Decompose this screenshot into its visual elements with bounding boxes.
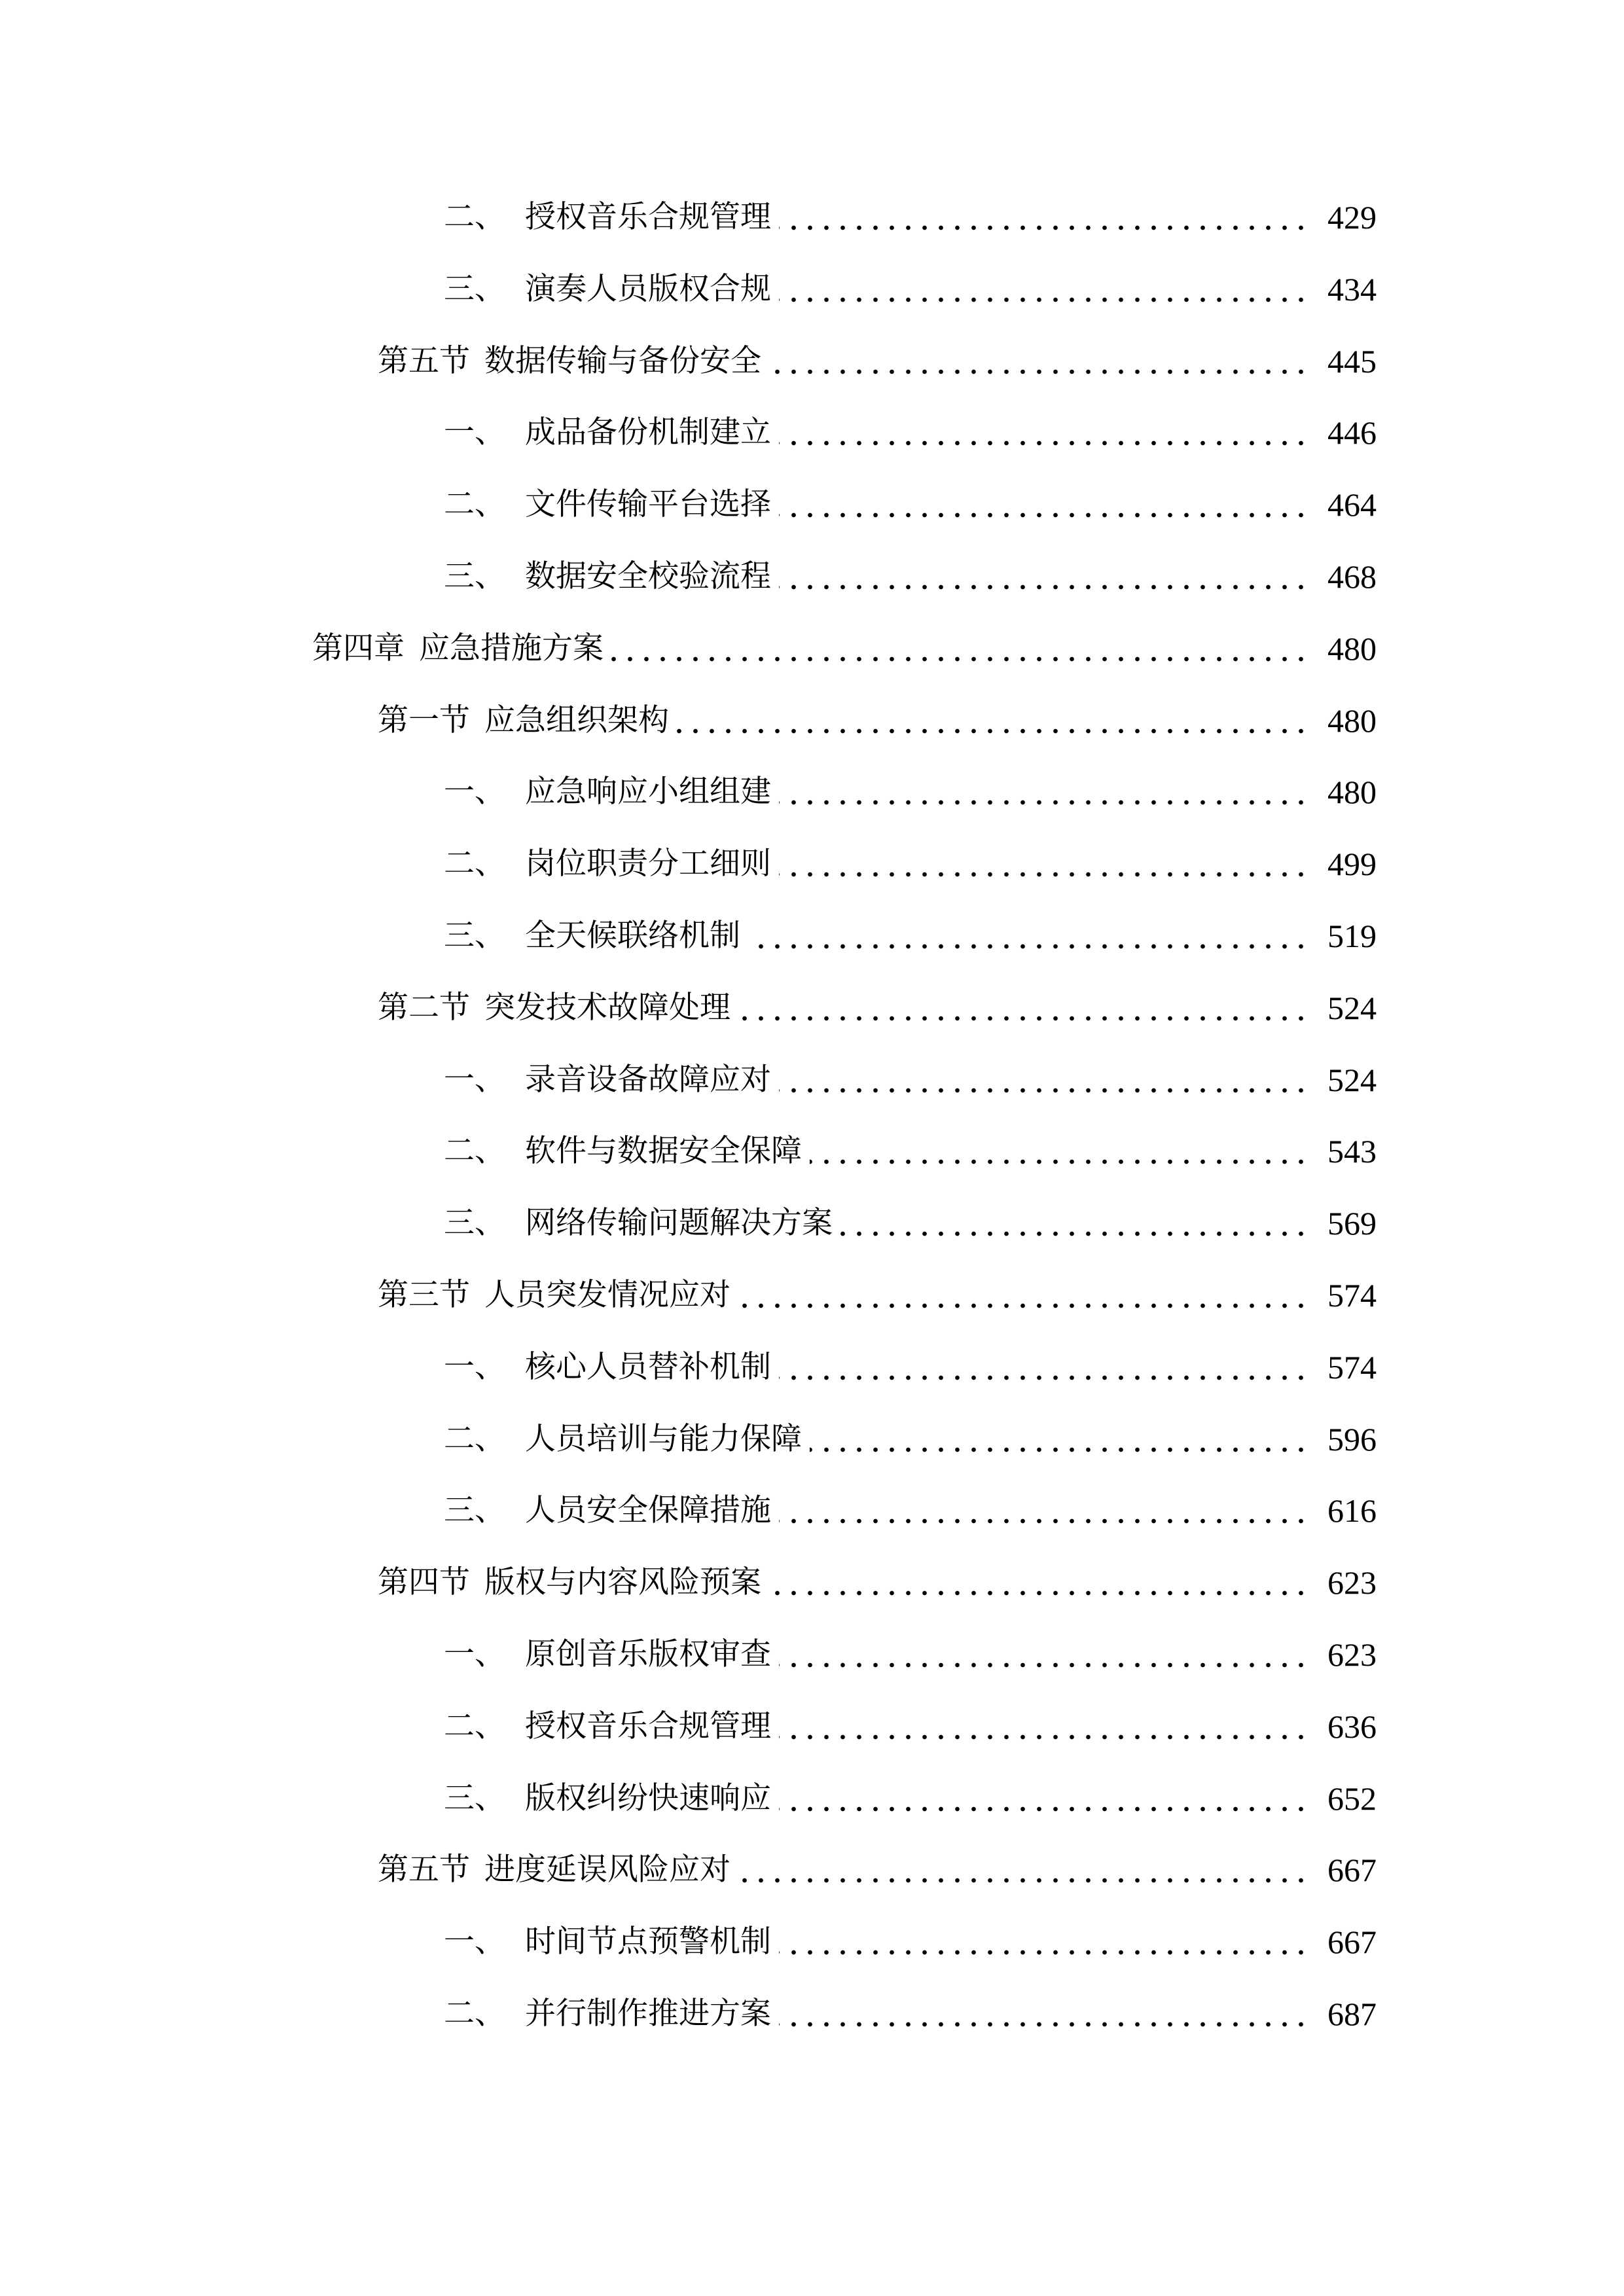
toc-entry-level-3[interactable] <box>0 1489 1624 1532</box>
toc-entry-level-3[interactable] <box>0 1920 1624 1964</box>
dot-leader <box>810 1130 1309 1173</box>
toc-entry-title: 版权与内容风险预案 <box>484 1564 761 1601</box>
dot-leader <box>769 340 1309 383</box>
toc-entry-page-number: 480 <box>1327 630 1377 667</box>
toc-entry-number: 一、 <box>444 774 505 810</box>
toc-entry-number: 二、 <box>444 486 505 523</box>
toc-entry-label <box>444 1489 771 1532</box>
toc-entry-level-2[interactable] <box>0 1274 1624 1317</box>
toc-entry-label <box>444 1346 771 1389</box>
toc-entry-title: 文件传输平台选择 <box>525 486 771 523</box>
dot-leader <box>779 483 1309 526</box>
toc-entry-level-2[interactable] <box>0 699 1624 742</box>
toc-entry-page-number: 574 <box>1327 1277 1377 1314</box>
toc-entry-label <box>444 1418 802 1461</box>
toc-entry-label <box>312 627 604 670</box>
toc-entry-label <box>444 1920 771 1964</box>
toc-entry-page-number: 667 <box>1327 1924 1377 1961</box>
dot-leader <box>738 1274 1309 1317</box>
toc-entry-number: 二、 <box>444 1708 505 1744</box>
dot-leader <box>611 627 1309 670</box>
toc-entry-page-number: 652 <box>1327 1780 1377 1817</box>
dot-leader <box>779 196 1309 239</box>
toc-entry-number: 三、 <box>444 270 505 307</box>
dot-leader <box>779 1633 1309 1676</box>
dot-leader <box>769 1561 1309 1604</box>
toc-entry-number: 第二节 <box>378 989 470 1026</box>
toc-entry-page-number: 574 <box>1327 1348 1377 1386</box>
toc-entry-title: 人员突发情况应对 <box>484 1277 731 1313</box>
toc-entry-level-3[interactable] <box>0 268 1624 311</box>
toc-entry-number: 第一节 <box>378 702 470 738</box>
toc-entry-title: 演奏人员版权合规 <box>525 270 771 307</box>
toc-entry-title: 并行制作推进方案 <box>525 1996 771 2032</box>
toc-entry-level-2[interactable] <box>0 1561 1624 1604</box>
toc-entry-page-number: 434 <box>1327 270 1377 308</box>
dot-leader <box>810 1418 1309 1461</box>
toc-entry-number: 第五节 <box>378 342 470 379</box>
toc-entry-level-3[interactable] <box>0 770 1624 814</box>
toc-entry-number: 一、 <box>444 414 505 451</box>
dot-leader <box>677 699 1309 742</box>
toc-entry-number: 第五节 <box>378 1852 470 1888</box>
toc-entry-level-3[interactable] <box>0 1777 1624 1820</box>
toc-entry-label <box>444 1202 833 1245</box>
dot-leader <box>779 1705 1309 1748</box>
dot-leader <box>748 914 1309 958</box>
toc-entry-title: 进度延误风险应对 <box>484 1852 731 1888</box>
toc-entry-label <box>444 196 771 239</box>
toc-entry-title: 应急响应小组组建 <box>525 774 771 810</box>
dot-leader <box>779 1992 1309 2036</box>
toc-entry-level-3[interactable] <box>0 1202 1624 1245</box>
toc-entry-title: 原创音乐版权审查 <box>525 1636 771 1672</box>
toc-entry-label <box>378 699 669 742</box>
toc-entry-label <box>378 1274 731 1317</box>
toc-entry-label <box>444 842 771 886</box>
dot-leader <box>779 1920 1309 1964</box>
toc-entry-level-3[interactable] <box>0 1418 1624 1461</box>
toc-entry-label <box>444 1058 771 1102</box>
toc-entry-number: 第三节 <box>378 1277 470 1313</box>
toc-entry-page-number: 543 <box>1327 1133 1377 1170</box>
toc-entry-title: 网络传输问题解决方案 <box>525 1205 833 1242</box>
toc-entry-page-number: 480 <box>1327 774 1377 811</box>
toc-entry-page-number: 464 <box>1327 486 1377 524</box>
toc-entry-number: 一、 <box>444 1636 505 1672</box>
toc-entry-level-3[interactable] <box>0 196 1624 239</box>
toc-entry-number: 三、 <box>444 918 505 954</box>
toc-entry-page-number: 623 <box>1327 1636 1377 1673</box>
toc-entry-title: 全天候联络机制 <box>525 918 740 954</box>
toc-entry-title: 授权音乐合规管理 <box>525 1708 771 1744</box>
toc-entry-label <box>444 268 771 311</box>
toc-entry-label <box>444 411 771 454</box>
toc-entry-number: 三、 <box>444 1780 505 1816</box>
toc-entry-title: 录音设备故障应对 <box>525 1061 771 1098</box>
toc-entry-level-3[interactable] <box>0 1130 1624 1173</box>
dot-leader <box>779 770 1309 814</box>
toc-entry-level-3[interactable] <box>0 1705 1624 1748</box>
toc-entry-number: 二、 <box>444 1996 505 2032</box>
toc-entry-title: 时间节点预警机制 <box>525 1924 771 1960</box>
toc-entry-page-number: 524 <box>1327 989 1377 1026</box>
toc-entry-title: 核心人员替补机制 <box>525 1348 771 1385</box>
toc-entry-label <box>444 914 740 958</box>
toc-entry-label <box>378 1561 761 1604</box>
toc-entry-number: 第四章 <box>312 630 405 666</box>
toc-entry-level-3[interactable] <box>0 1346 1624 1389</box>
dot-leader <box>779 411 1309 454</box>
toc-entry-label <box>444 1705 771 1748</box>
dot-leader <box>779 842 1309 886</box>
toc-entry-title: 应急措施方案 <box>419 630 604 666</box>
toc-entry-title: 应急组织架构 <box>484 702 669 738</box>
toc-entry-label <box>378 340 761 383</box>
toc-entry-title: 人员安全保障措施 <box>525 1492 771 1529</box>
toc-entry-number: 第四节 <box>378 1564 470 1601</box>
toc-entry-level-3[interactable] <box>0 842 1624 886</box>
toc-entry-number: 三、 <box>444 1492 505 1529</box>
toc-entry-page-number: 623 <box>1327 1564 1377 1602</box>
toc-entry-label <box>444 1992 771 2036</box>
toc-entry-level-3[interactable] <box>0 483 1624 526</box>
toc-entry-title: 岗位职责分工细则 <box>525 846 771 882</box>
toc-entry-number: 二、 <box>444 199 505 235</box>
toc-entry-number: 二、 <box>444 1133 505 1170</box>
toc-entry-page-number: 667 <box>1327 1852 1377 1889</box>
toc-entry-number: 二、 <box>444 846 505 882</box>
toc-entry-label <box>378 986 731 1030</box>
toc-entry-page-number: 468 <box>1327 558 1377 595</box>
toc-entry-label <box>444 1633 771 1676</box>
dot-leader <box>779 555 1309 598</box>
toc-entry-level-3[interactable] <box>0 1058 1624 1102</box>
toc-entry-page-number: 596 <box>1327 1420 1377 1458</box>
toc-entry-page-number: 446 <box>1327 414 1377 452</box>
toc-entry-number: 三、 <box>444 1205 505 1242</box>
toc-entry-level-3[interactable] <box>0 555 1624 598</box>
toc-entry-level-3[interactable] <box>0 914 1624 958</box>
toc-entry-title: 软件与数据安全保障 <box>525 1133 802 1170</box>
toc-entry-title: 人员培训与能力保障 <box>525 1420 802 1457</box>
toc-entry-level-2[interactable] <box>0 1848 1624 1892</box>
toc-entry-label <box>444 1130 802 1173</box>
dot-leader <box>779 1777 1309 1820</box>
toc-entry-label <box>444 770 771 814</box>
toc-entry-title: 突发技术故障处理 <box>484 989 731 1026</box>
toc-entry-page-number: 687 <box>1327 1996 1377 2032</box>
toc-entry-page-number: 429 <box>1327 199 1377 236</box>
dot-leader <box>779 1346 1309 1389</box>
dot-leader <box>779 1489 1309 1532</box>
toc-entry-level-3[interactable] <box>0 1633 1624 1676</box>
toc-entry-level-3[interactable] <box>0 411 1624 454</box>
toc-entry-page-number: 499 <box>1327 846 1377 883</box>
toc-entry-title: 成品备份机制建立 <box>525 414 771 451</box>
toc-entry-label <box>444 555 771 598</box>
toc-entry-number: 一、 <box>444 1348 505 1385</box>
dot-leader <box>738 1848 1309 1892</box>
toc-entry-number: 一、 <box>444 1924 505 1960</box>
toc-entry-title: 版权纠纷快速响应 <box>525 1780 771 1816</box>
toc-entry-title: 数据安全校验流程 <box>525 558 771 594</box>
toc-entry-page-number: 445 <box>1327 342 1377 380</box>
toc-entry-level-2[interactable] <box>0 340 1624 383</box>
toc-entry-label <box>444 483 771 526</box>
toc-entry-number: 三、 <box>444 558 505 594</box>
toc-entry-page-number: 519 <box>1327 918 1377 954</box>
dot-leader <box>738 986 1309 1030</box>
toc-entry-page-number: 636 <box>1327 1708 1377 1745</box>
toc-entry-level-1[interactable] <box>0 627 1624 670</box>
toc-entry-label <box>378 1848 731 1892</box>
toc-entry-page-number: 480 <box>1327 702 1377 739</box>
toc-entry-title: 数据传输与备份安全 <box>484 342 761 379</box>
toc-entry-number: 二、 <box>444 1420 505 1457</box>
dot-leader <box>779 1058 1309 1102</box>
toc-entry-label <box>444 1777 771 1820</box>
toc-entry-level-3[interactable] <box>0 1992 1624 2036</box>
toc-entry-title: 授权音乐合规管理 <box>525 199 771 235</box>
dot-leader <box>840 1202 1309 1245</box>
toc-entry-page-number: 569 <box>1327 1205 1377 1242</box>
toc-entry-number: 一、 <box>444 1061 505 1098</box>
toc-entry-page-number: 616 <box>1327 1492 1377 1530</box>
dot-leader <box>779 268 1309 311</box>
toc-entry-level-2[interactable] <box>0 986 1624 1030</box>
toc-entry-page-number: 524 <box>1327 1061 1377 1098</box>
